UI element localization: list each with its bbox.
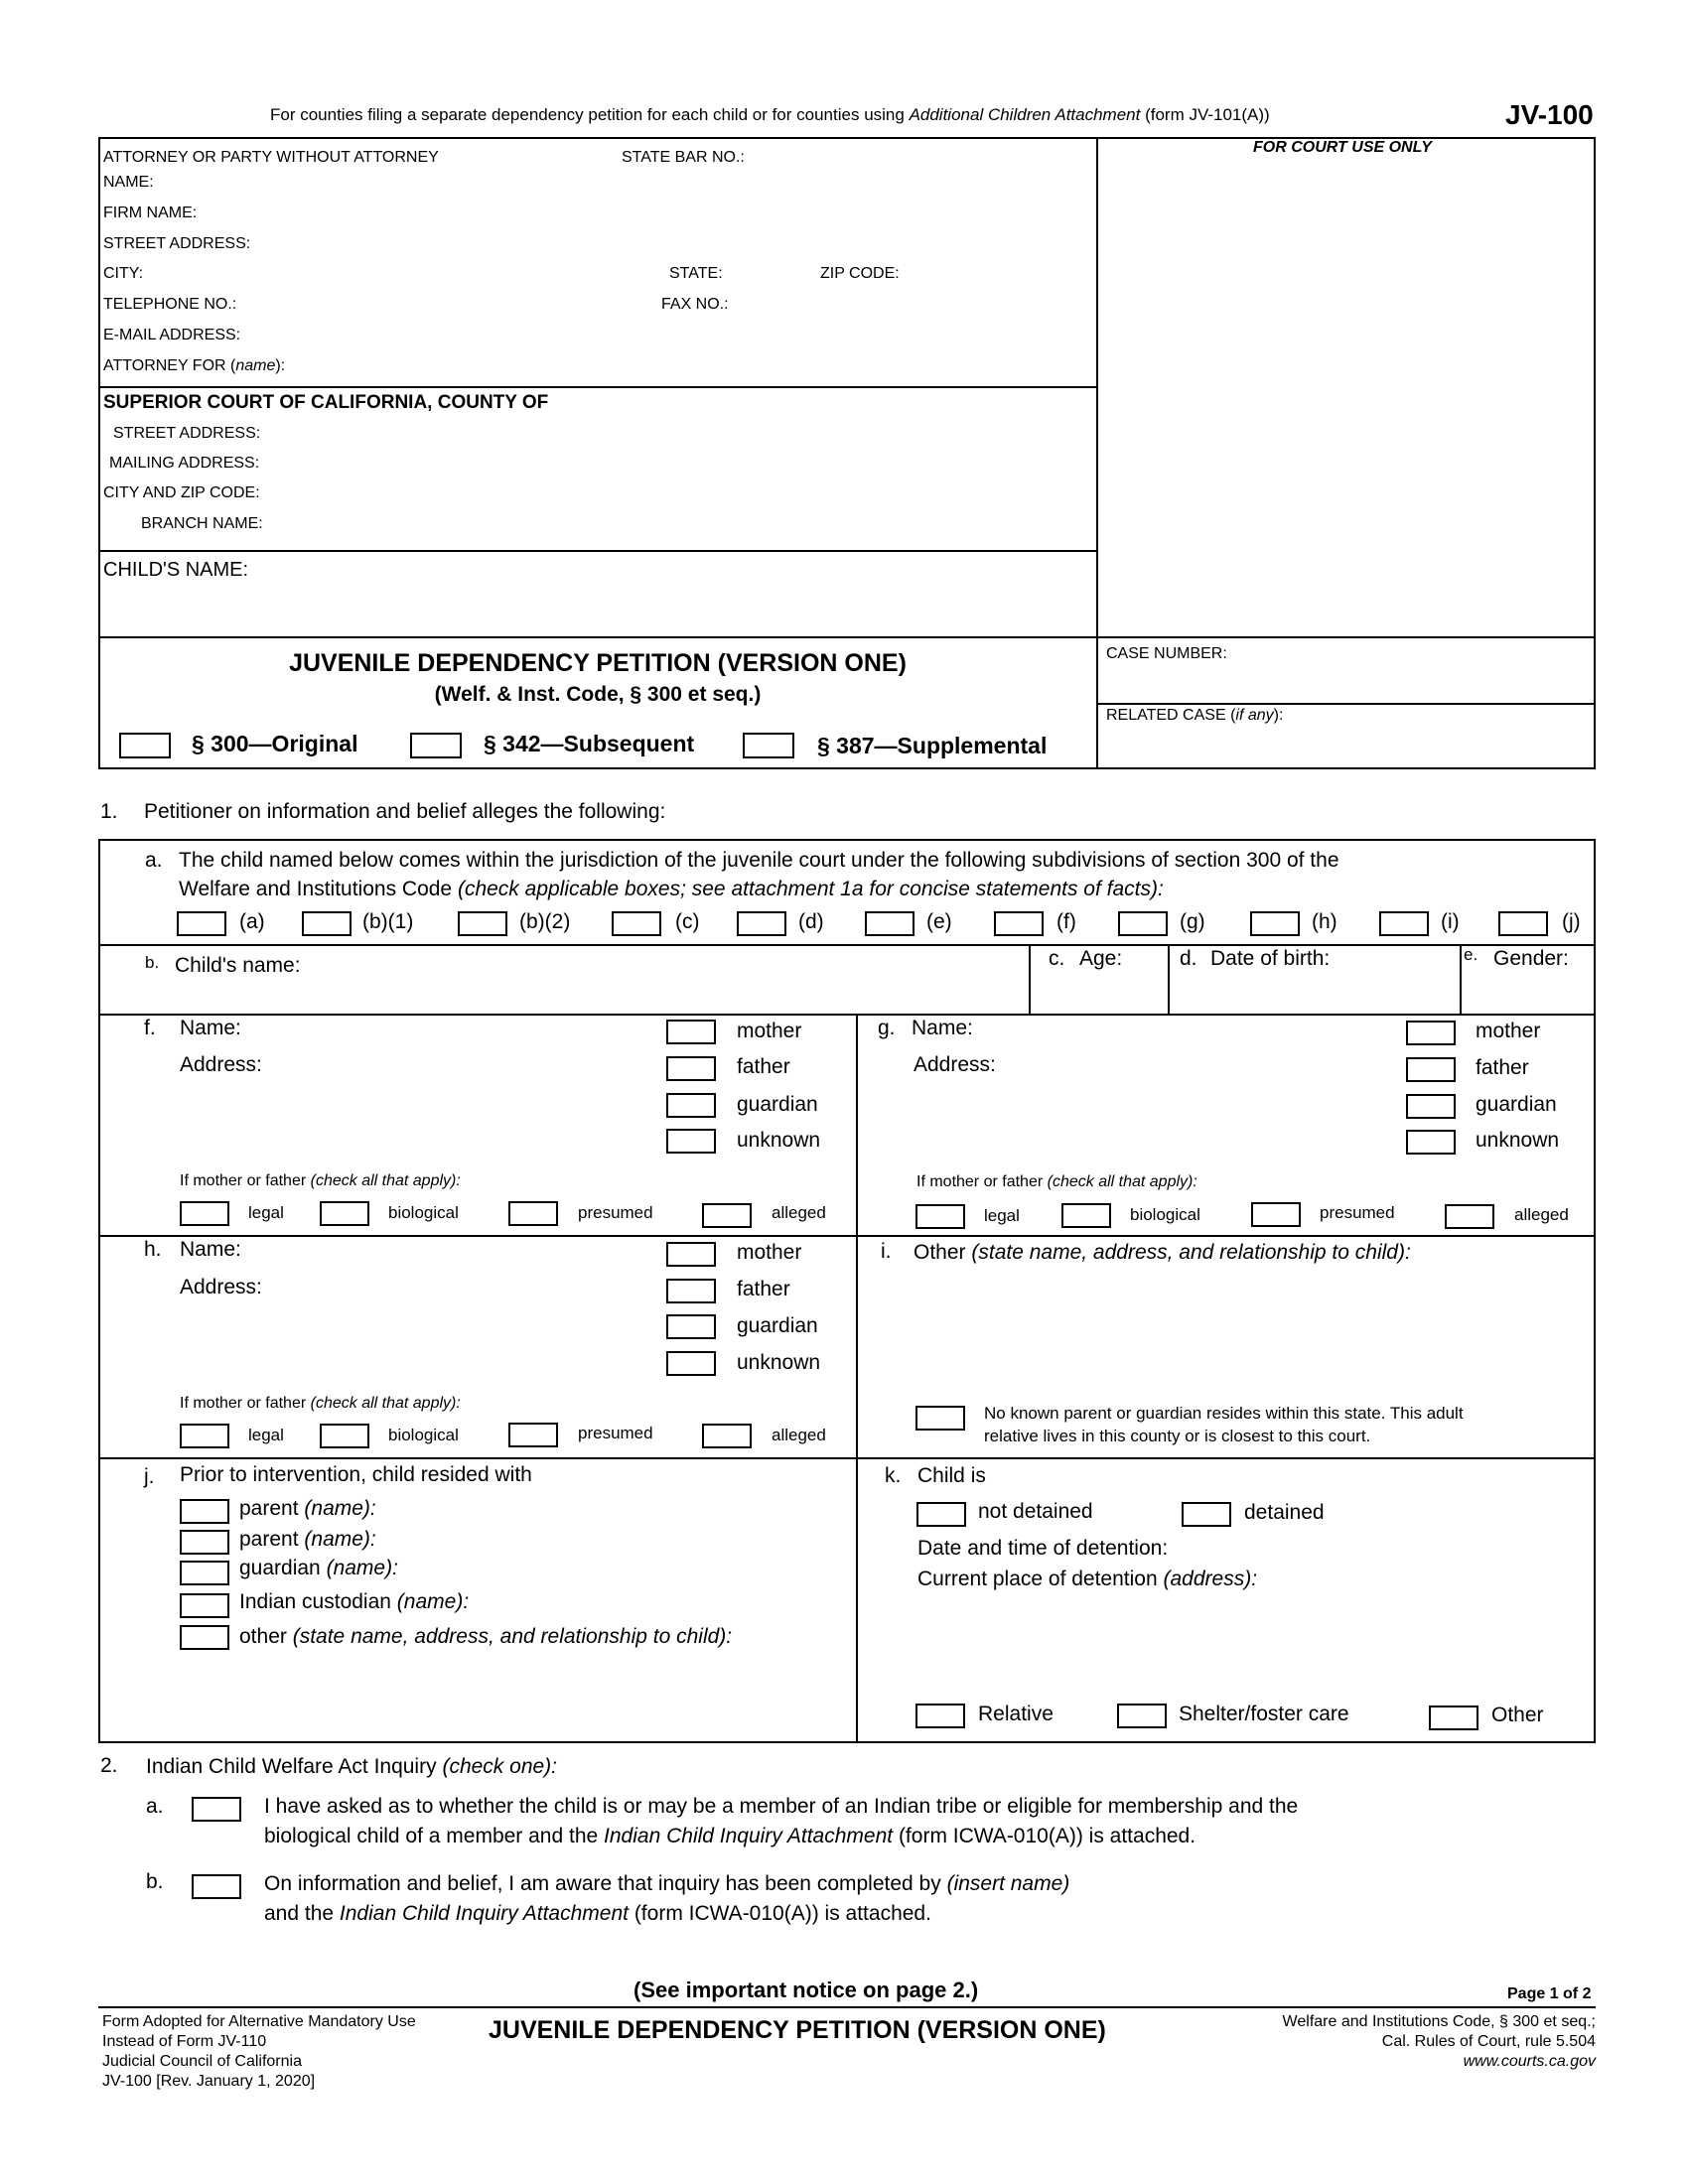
divider-row-be-bottom bbox=[98, 1014, 1596, 1016]
j-label-guardian bbox=[239, 1557, 398, 1580]
j-other-italic: (state name, address, and relationship to child): bbox=[292, 1625, 733, 1648]
f-label-alleged: alleged bbox=[772, 1203, 826, 1222]
item1a-line1: The child named below comes within the jurisdiction of the juvenile court under the following subdivisions of section 300 of the bbox=[179, 849, 1339, 872]
telephone-field[interactable]: TELEPHONE NO.: bbox=[103, 296, 237, 313]
item-f-label: f. bbox=[144, 1017, 156, 1039]
footer-right-line2: Cal. Rules of Court, rule 5.504 bbox=[1381, 2033, 1596, 2050]
label-387-supplemental: § 387—Supplemental bbox=[817, 733, 1048, 758]
dob-input[interactable]: Date of birth: bbox=[1210, 947, 1331, 970]
h-label-father: father bbox=[737, 1278, 790, 1300]
label-sub-d: (d) bbox=[798, 910, 824, 933]
g-label-unknown: unknown bbox=[1476, 1129, 1560, 1152]
divider-gender bbox=[1460, 944, 1462, 1015]
j-label-parent2 bbox=[239, 1528, 376, 1552]
label-sub-e: (e) bbox=[926, 910, 952, 933]
f-label-guardian: guardian bbox=[737, 1093, 818, 1116]
f-checkbox-father[interactable] bbox=[666, 1056, 716, 1081]
item-k-title: Child is bbox=[917, 1464, 986, 1487]
checkbox-sub-c[interactable] bbox=[612, 911, 661, 936]
h-label-alleged: alleged bbox=[772, 1426, 826, 1444]
item2a-line1: I have asked as to whether the child is or may be a member of an Indian tribe or eligible for membership and the bbox=[264, 1795, 1299, 1818]
f-label-presumed: presumed bbox=[578, 1203, 653, 1222]
k-place-field[interactable] bbox=[917, 1568, 1257, 1591]
label-sub-c: (c) bbox=[675, 910, 700, 933]
label-342-subsequent: § 342—Subsequent bbox=[484, 731, 695, 756]
zip-field[interactable]: ZIP CODE: bbox=[820, 265, 900, 282]
g-checkbox-biological[interactable] bbox=[1061, 1203, 1111, 1228]
city-field[interactable]: CITY: bbox=[103, 265, 144, 282]
j-checkbox-guardian[interactable] bbox=[180, 1561, 229, 1585]
divider-case-related bbox=[1096, 703, 1596, 705]
header-note-suffix: (form JV-101(A)) bbox=[1145, 105, 1270, 124]
k-label-other: Other bbox=[1491, 1704, 1544, 1726]
header-note-prefix: For counties filing a separate dependency petition for each child or for counties using bbox=[270, 105, 905, 124]
g-checkbox-presumed[interactable] bbox=[1251, 1202, 1301, 1227]
j-checkbox-parent1[interactable] bbox=[180, 1499, 229, 1524]
k-place-italic: (address): bbox=[1163, 1568, 1258, 1590]
j-label-other bbox=[239, 1625, 732, 1649]
divider-row-be-top bbox=[98, 944, 1596, 946]
checkbox-387-supplemental[interactable] bbox=[743, 733, 794, 758]
item-i-label: i. bbox=[881, 1240, 892, 1263]
checkbox-sub-h[interactable] bbox=[1250, 911, 1300, 936]
g-checkbox-unknown[interactable] bbox=[1406, 1130, 1456, 1155]
divider-dob bbox=[1168, 944, 1170, 1015]
gender-input[interactable]: Gender: bbox=[1493, 947, 1569, 970]
f-checkbox-mother[interactable] bbox=[666, 1020, 716, 1044]
label-sub-h: (h) bbox=[1312, 910, 1337, 933]
form-subtitle: (Welf. & Inst. Code, § 300 et seq.) bbox=[434, 683, 762, 706]
footer-notice: (See important notice on page 2.) bbox=[633, 1978, 979, 2002]
g-checkbox-mother[interactable] bbox=[1406, 1021, 1456, 1045]
j-custodian-italic: (name): bbox=[396, 1590, 470, 1613]
item-i-prefix: Other bbox=[914, 1241, 966, 1264]
h-label-biological: biological bbox=[388, 1426, 459, 1444]
court-mailing-field[interactable]: MAILING ADDRESS: bbox=[109, 455, 260, 472]
f-label-biological: biological bbox=[388, 1203, 459, 1222]
item1-text: Petitioner on information and belief alleges the following: bbox=[144, 800, 666, 823]
g-label-presumed: presumed bbox=[1320, 1203, 1395, 1222]
footer-left-line4: JV-100 [Rev. January 1, 2020] bbox=[102, 2073, 316, 2090]
divider-court-child bbox=[98, 550, 1097, 552]
court-cityzip-field[interactable]: CITY AND ZIP CODE: bbox=[103, 484, 260, 501]
k-label-not-detained: not detained bbox=[978, 1500, 1093, 1523]
item2b-line1-italic: (insert name) bbox=[946, 1872, 1070, 1895]
f-checkbox-presumed[interactable] bbox=[508, 1201, 558, 1226]
f-label-father: father bbox=[737, 1055, 790, 1078]
f-checkbox-biological[interactable] bbox=[320, 1201, 369, 1226]
item1a-line2-italic: (check applicable boxes; see attachment 1a for concise statements of facts): bbox=[457, 878, 1164, 900]
item1e-label: e. bbox=[1464, 945, 1478, 964]
g-address-field[interactable]: Address: bbox=[914, 1053, 996, 1076]
f-checkbox-alleged[interactable] bbox=[702, 1203, 752, 1228]
label-300-original: § 300—Original bbox=[192, 731, 358, 756]
item1a-line2-prefix: Welfare and Institutions Code bbox=[179, 878, 453, 900]
state-field[interactable]: STATE: bbox=[669, 265, 723, 282]
h-label-legal: legal bbox=[248, 1426, 284, 1444]
court-branch-field[interactable]: BRANCH NAME: bbox=[141, 515, 263, 532]
item1-number: 1. bbox=[100, 800, 118, 823]
g-if-italic: (check all that apply): bbox=[1047, 1173, 1197, 1190]
item2b-line1-prefix: On information and belief, I am aware that inquiry has been completed by bbox=[264, 1872, 941, 1895]
k-checkbox-shelter[interactable] bbox=[1117, 1704, 1167, 1728]
footer-title: JUVENILE DEPENDENCY PETITION (VERSION ONE) bbox=[489, 2016, 1106, 2044]
label-sub-a: (a) bbox=[239, 910, 265, 933]
checkbox-sub-f[interactable] bbox=[994, 911, 1044, 936]
j-parent2-italic: (name): bbox=[304, 1528, 376, 1551]
header-note-italic: Additional Children Attachment bbox=[909, 105, 1141, 124]
g-checkbox-alleged[interactable] bbox=[1445, 1204, 1494, 1229]
f-checkbox-unknown[interactable] bbox=[666, 1129, 716, 1154]
j-guardian-italic: (name): bbox=[326, 1557, 398, 1579]
footer-right bbox=[1192, 2012, 1596, 2072]
court-title: SUPERIOR COURT OF CALIFORNIA, COUNTY OF bbox=[103, 392, 549, 413]
footer-page: Page 1 of 2 bbox=[1507, 1985, 1592, 2002]
item2a-line2-prefix: biological child of a member and the bbox=[264, 1825, 599, 1847]
k-datetime-field[interactable]: Date and time of detention: bbox=[917, 1537, 1169, 1560]
item-j-label: j. bbox=[144, 1465, 155, 1488]
footer-left-line2: Instead of Form JV-110 bbox=[102, 2033, 267, 2050]
divider-attorney-court bbox=[98, 386, 1097, 388]
h-label-unknown: unknown bbox=[737, 1351, 821, 1374]
court-use-label: FOR COURT USE ONLY bbox=[1253, 139, 1432, 156]
item2-title bbox=[146, 1755, 557, 1779]
item1a-label: a. bbox=[145, 849, 163, 872]
h-address-field[interactable]: Address: bbox=[180, 1276, 262, 1298]
item-i-italic: (state name, address, and relationship to child): bbox=[971, 1241, 1411, 1264]
checkbox-sub-i[interactable] bbox=[1379, 911, 1429, 936]
footer-right-line1: Welfare and Institutions Code, § 300 et seq.; bbox=[1282, 2013, 1596, 2030]
item1a-line2 bbox=[179, 878, 1164, 901]
f-if-prefix: If mother or father bbox=[180, 1172, 307, 1189]
divider-hi-jk bbox=[98, 1457, 1596, 1459]
item2b-line2-suffix: (form ICWA-010(A)) is attached. bbox=[633, 1902, 931, 1925]
h-name-field[interactable]: Name: bbox=[180, 1238, 241, 1261]
item2-number: 2. bbox=[100, 1754, 118, 1777]
item2-title-italic: (check one): bbox=[442, 1755, 558, 1778]
k-place-text: Current place of detention bbox=[917, 1568, 1158, 1590]
j-label-indian-custodian bbox=[239, 1590, 469, 1614]
footer-left-line3: Judicial Council of California bbox=[102, 2053, 302, 2070]
h-checkbox-father[interactable] bbox=[666, 1279, 716, 1303]
item-j-title: Prior to intervention, child resided with bbox=[180, 1463, 532, 1486]
k-label-detained: detained bbox=[1244, 1501, 1325, 1524]
i-checkbox-no-known-parent[interactable] bbox=[915, 1406, 965, 1431]
f-address-field[interactable]: Address: bbox=[180, 1053, 262, 1076]
child-name-field[interactable]: CHILD'S NAME: bbox=[103, 559, 249, 581]
checkbox-sub-j[interactable] bbox=[1498, 911, 1548, 936]
f-name-field[interactable]: Name: bbox=[180, 1017, 241, 1039]
item2b-checkbox[interactable] bbox=[192, 1874, 241, 1899]
g-checkbox-father[interactable] bbox=[1406, 1057, 1456, 1082]
g-label-mother: mother bbox=[1476, 1020, 1541, 1042]
h-label-presumed: presumed bbox=[578, 1424, 653, 1442]
item-h-label: h. bbox=[144, 1238, 162, 1261]
attorney-for-field[interactable] bbox=[103, 357, 285, 375]
j-guardian-text: guardian bbox=[239, 1557, 321, 1579]
age-input[interactable]: Age: bbox=[1079, 947, 1123, 970]
h-if-prefix: If mother or father bbox=[180, 1395, 307, 1412]
item1b-label: b. bbox=[145, 953, 160, 972]
h-label-mother: mother bbox=[737, 1241, 802, 1264]
k-checkbox-detained[interactable] bbox=[1182, 1502, 1231, 1527]
state-bar-label[interactable]: STATE BAR NO.: bbox=[622, 149, 745, 166]
g-label-father: father bbox=[1476, 1056, 1529, 1079]
label-sub-f: (f) bbox=[1056, 910, 1076, 933]
fax-field[interactable]: FAX NO.: bbox=[661, 296, 729, 313]
h-checkbox-biological[interactable] bbox=[320, 1424, 369, 1448]
footer-left bbox=[102, 2012, 416, 2092]
item-g-label: g. bbox=[878, 1017, 896, 1039]
item2a-label: a. bbox=[146, 1795, 164, 1818]
firm-name-field[interactable]: FIRM NAME: bbox=[103, 205, 198, 221]
divider-age bbox=[1029, 944, 1031, 1015]
h-checkbox-unknown[interactable] bbox=[666, 1351, 716, 1376]
center-divider bbox=[856, 1014, 858, 1743]
label-sub-i: (i) bbox=[1441, 910, 1460, 933]
item1d-label: d. bbox=[1180, 947, 1197, 970]
checkbox-300-original[interactable] bbox=[119, 733, 171, 758]
item-k-label: k. bbox=[885, 1464, 902, 1487]
item2a-checkbox[interactable] bbox=[192, 1797, 241, 1822]
item2-title-text: Indian Child Welfare Act Inquiry bbox=[146, 1755, 437, 1778]
j-checkbox-other[interactable] bbox=[180, 1625, 229, 1650]
k-label-relative: Relative bbox=[978, 1703, 1054, 1725]
footer-right-url[interactable]: www.courts.ca.gov bbox=[1463, 2053, 1596, 2070]
f-if-italic: (check all that apply): bbox=[310, 1172, 461, 1189]
k-checkbox-other[interactable] bbox=[1429, 1706, 1478, 1730]
g-checkbox-legal[interactable] bbox=[915, 1204, 965, 1229]
g-label-alleged: alleged bbox=[1514, 1205, 1569, 1224]
footer-rule bbox=[98, 2006, 1596, 2008]
h-checkbox-guardian[interactable] bbox=[666, 1314, 716, 1339]
label-sub-g: (g) bbox=[1180, 910, 1205, 933]
item2b-line2-prefix: and the bbox=[264, 1902, 335, 1925]
item1c-label: c. bbox=[1049, 947, 1065, 970]
form-title: JUVENILE DEPENDENCY PETITION (VERSION ONE) bbox=[289, 649, 907, 677]
f-label-legal: legal bbox=[248, 1203, 284, 1222]
f-checkbox-guardian[interactable] bbox=[666, 1093, 716, 1118]
g-label-legal: legal bbox=[984, 1206, 1020, 1225]
h-if-italic: (check all that apply): bbox=[310, 1395, 461, 1412]
checkbox-342-subsequent[interactable] bbox=[410, 733, 462, 758]
i-note-line2: relative lives in this county or is closest to this court. bbox=[984, 1427, 1371, 1445]
case-number-field[interactable]: CASE NUMBER: bbox=[1106, 645, 1227, 662]
attorney-name-field[interactable]: NAME: bbox=[103, 174, 154, 191]
related-case-field[interactable] bbox=[1106, 707, 1283, 725]
item2a-line2-italic: Indian Child Inquiry Attachment bbox=[604, 1825, 894, 1847]
header-note bbox=[270, 105, 1270, 125]
checkbox-sub-d[interactable] bbox=[737, 911, 786, 936]
court-street-field[interactable]: STREET ADDRESS: bbox=[113, 425, 261, 442]
item2b-line2 bbox=[264, 1902, 931, 1926]
checkbox-sub-a[interactable] bbox=[177, 911, 226, 936]
h-checkbox-presumed[interactable] bbox=[508, 1423, 558, 1447]
j-label-parent1 bbox=[239, 1497, 376, 1521]
f-if-mother-father bbox=[180, 1172, 461, 1190]
h-label-guardian: guardian bbox=[737, 1314, 818, 1337]
street-address-field[interactable]: STREET ADDRESS: bbox=[103, 235, 251, 252]
attorney-for-prefix: ATTORNEY FOR ( bbox=[103, 357, 236, 374]
attorney-for-italic: name bbox=[235, 357, 276, 374]
footer-left-line1: Form Adopted for Alternative Mandatory Use bbox=[102, 2013, 416, 2030]
g-name-field[interactable]: Name: bbox=[912, 1017, 973, 1039]
item-i-field[interactable] bbox=[914, 1241, 1411, 1265]
g-if-prefix: If mother or father bbox=[916, 1173, 1044, 1190]
item2b-line1 bbox=[264, 1872, 1069, 1896]
attorney-label: ATTORNEY OR PARTY WITHOUT ATTORNEY bbox=[103, 149, 439, 166]
h-checkbox-mother[interactable] bbox=[666, 1242, 716, 1267]
f-checkbox-legal[interactable] bbox=[180, 1201, 229, 1226]
h-checkbox-alleged[interactable] bbox=[702, 1424, 752, 1448]
email-field[interactable]: E-MAIL ADDRESS: bbox=[103, 327, 241, 343]
item2a-line2-suffix: (form ICWA-010(A)) is attached. bbox=[898, 1825, 1196, 1847]
i-note-line1: No known parent or guardian resides within this state. This adult bbox=[984, 1404, 1464, 1423]
g-label-biological: biological bbox=[1130, 1205, 1200, 1224]
g-label-guardian: guardian bbox=[1476, 1093, 1557, 1116]
item2b-label: b. bbox=[146, 1870, 164, 1893]
form-number: JV-100 bbox=[1505, 99, 1594, 130]
item2a-line2 bbox=[264, 1825, 1196, 1848]
label-sub-b2: (b)(2) bbox=[519, 910, 571, 933]
j-parent1-italic: (name): bbox=[304, 1497, 376, 1520]
attorney-for-suffix: ): bbox=[275, 357, 286, 374]
checkbox-sub-b1[interactable] bbox=[302, 911, 352, 936]
label-sub-b1: (b)(1) bbox=[362, 910, 414, 933]
j-checkbox-indian-custodian[interactable] bbox=[180, 1593, 229, 1618]
checkbox-sub-g[interactable] bbox=[1118, 911, 1168, 936]
related-case-prefix: RELATED CASE ( bbox=[1106, 707, 1236, 724]
label-sub-j: (j) bbox=[1562, 910, 1581, 933]
h-checkbox-legal[interactable] bbox=[180, 1424, 229, 1448]
checkbox-sub-b2[interactable] bbox=[458, 911, 507, 936]
child-name-input[interactable]: Child's name: bbox=[175, 954, 301, 977]
related-case-suffix: ): bbox=[1273, 707, 1284, 724]
j-parent2-text: parent bbox=[239, 1528, 299, 1551]
checkbox-sub-e[interactable] bbox=[865, 911, 914, 936]
j-custodian-text: Indian custodian bbox=[239, 1590, 391, 1613]
g-checkbox-guardian[interactable] bbox=[1406, 1094, 1456, 1119]
divider-title-row bbox=[98, 636, 1596, 638]
related-case-italic: if any bbox=[1235, 707, 1274, 724]
j-parent1-text: parent bbox=[239, 1497, 299, 1520]
divider-fg-hi bbox=[98, 1235, 1596, 1237]
k-label-shelter: Shelter/foster care bbox=[1179, 1703, 1349, 1725]
j-checkbox-parent2[interactable] bbox=[180, 1530, 229, 1555]
h-if-mother-father bbox=[180, 1395, 461, 1413]
k-checkbox-not-detained[interactable] bbox=[916, 1502, 966, 1527]
j-other-text: other bbox=[239, 1625, 287, 1648]
g-if-mother-father bbox=[916, 1173, 1197, 1191]
item2b-line2-italic: Indian Child Inquiry Attachment bbox=[339, 1902, 629, 1925]
k-checkbox-relative[interactable] bbox=[915, 1704, 965, 1728]
f-label-unknown: unknown bbox=[737, 1129, 821, 1152]
f-label-mother: mother bbox=[737, 1020, 802, 1042]
